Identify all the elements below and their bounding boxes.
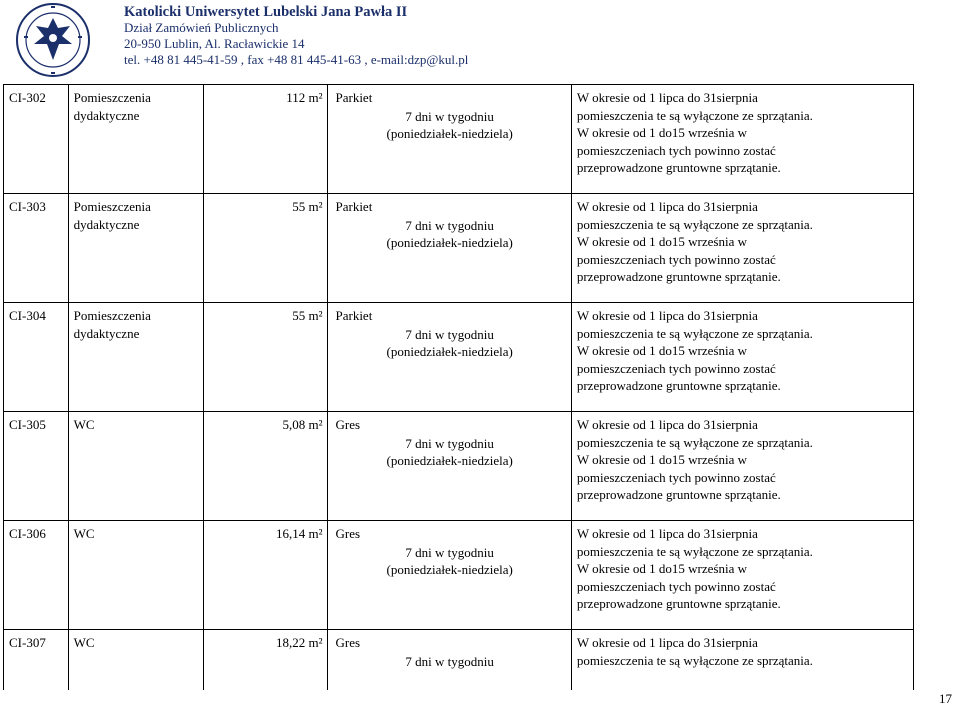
availability-line1: 7 dni w tygodniu <box>405 544 494 560</box>
note-line: pomieszczenia te są wyłączone ze sprzątania. <box>576 434 813 450</box>
availability-line2: (poniedziałek-niedziela) <box>386 235 513 250</box>
floor-type: Parkiet <box>335 90 373 105</box>
note-line: pomieszczeniach tych powinno zostać <box>576 469 776 485</box>
room-id: CI-302 <box>9 90 46 105</box>
room-name-line1: WC <box>73 526 95 541</box>
floor-type: Gres <box>335 526 361 541</box>
room-area: 18,22 m² <box>275 635 323 650</box>
note-line: przeprowadzone gruntowne sprzątanie. <box>576 160 781 175</box>
room-id-cell <box>4 303 69 412</box>
header-department: Dział Zamówień Publicznych <box>124 20 279 35</box>
note-line: W okresie od 1 do15 września w <box>576 561 748 576</box>
note-line: W okresie od 1 do15 września w <box>576 234 748 249</box>
note-line: pomieszczeniach tych powinno zostać <box>576 360 776 376</box>
floor-availability-cell <box>328 412 571 521</box>
note-line: przeprowadzone gruntowne sprzątanie. <box>576 487 781 502</box>
room-area-cell <box>203 521 328 630</box>
room-name-cell <box>68 303 203 412</box>
room-area-cell <box>203 85 328 194</box>
room-id: CI-304 <box>9 308 46 323</box>
room-name-line2: dydaktyczne <box>73 216 140 232</box>
notes-cell <box>571 85 913 194</box>
room-id: CI-303 <box>9 199 46 214</box>
floor-type: Gres <box>335 635 361 650</box>
room-name-line1: Pomieszczenia <box>73 199 151 214</box>
room-name-cell <box>68 85 203 194</box>
note-line: przeprowadzone gruntowne sprzątanie. <box>576 378 781 393</box>
room-id: CI-306 <box>9 526 46 541</box>
room-area: 16,14 m² <box>275 526 323 541</box>
room-area-cell <box>203 194 328 303</box>
note-line: przeprowadzone gruntowne sprzątanie. <box>576 269 781 284</box>
note-line: pomieszczenia te są wyłączone ze sprzątania. <box>576 543 813 559</box>
notes-cell <box>571 194 913 303</box>
note-line: W okresie od 1 lipca do 31sierpnia <box>576 417 758 432</box>
availability-line2: (poniedziałek-niedziela) <box>386 126 513 141</box>
note-line: W okresie od 1 do15 września w <box>576 125 748 140</box>
notes-cell <box>571 521 913 630</box>
floor-availability-cell <box>328 303 571 412</box>
note-line: pomieszczeniach tych powinno zostać <box>576 578 776 594</box>
room-name-cell <box>68 194 203 303</box>
note-line: pomieszczenia te są wyłączone ze sprzątania. <box>576 325 813 341</box>
room-id-cell <box>4 521 69 630</box>
room-area: 55 m² <box>292 308 323 323</box>
table-row <box>4 630 914 690</box>
room-area: 55 m² <box>292 199 323 214</box>
room-area: 5,08 m² <box>282 417 323 432</box>
rooms-table <box>3 84 914 690</box>
note-line: pomieszczeniach tych powinno zostać <box>576 142 776 158</box>
note-line: pomieszczenia te są wyłączone ze sprzątania. <box>576 107 813 123</box>
page-number: 17 <box>939 691 952 706</box>
note-line: pomieszczenia te są wyłączone ze sprzątania. <box>576 652 813 668</box>
room-name-line1: Pomieszczenia <box>73 308 151 323</box>
availability-line2: (poniedziałek-niedziela) <box>386 453 513 468</box>
note-line: przeprowadzone gruntowne sprzątanie. <box>576 596 781 611</box>
header-contact: tel. +48 81 445-41-59 , fax +48 81 445-41-63 , e-mail:dzp@kul.pl <box>124 52 469 67</box>
table-row <box>4 412 914 521</box>
room-name-cell <box>68 630 203 690</box>
floor-availability-cell <box>328 630 571 690</box>
floor-type: Parkiet <box>335 199 373 214</box>
note-line: W okresie od 1 lipca do 31sierpnia <box>576 199 758 214</box>
availability-line2: (poniedziałek-niedziela) <box>386 562 513 577</box>
room-name-line2: dydaktyczne <box>73 325 140 341</box>
note-line: W okresie od 1 lipca do 31sierpnia <box>576 635 758 650</box>
table-row <box>4 303 914 412</box>
notes-cell <box>571 303 913 412</box>
table-row <box>4 85 914 194</box>
note-line: pomieszczeniach tych powinno zostać <box>576 251 776 267</box>
note-line: pomieszczenia te są wyłączone ze sprzątania. <box>576 216 813 232</box>
room-area-cell <box>203 303 328 412</box>
availability-line1: 7 dni w tygodniu <box>405 653 494 669</box>
room-id-cell <box>4 412 69 521</box>
header-university-name: Katolicki Uniwersytet Lubelski Jana Pawła II <box>124 4 408 20</box>
floor-availability-cell <box>328 85 571 194</box>
room-name-line1: WC <box>73 417 95 432</box>
notes-cell <box>571 630 913 690</box>
room-name-line1: Pomieszczenia <box>73 90 151 105</box>
table-row <box>4 194 914 303</box>
availability-line1: 7 dni w tygodniu <box>405 108 494 124</box>
room-id: CI-305 <box>9 417 46 432</box>
university-seal-icon <box>14 2 92 78</box>
floor-availability-cell <box>328 194 571 303</box>
header-address: 20-950 Lublin, Al. Racławickie 14 <box>124 36 305 51</box>
availability-line1: 7 dni w tygodniu <box>405 326 494 342</box>
availability-line1: 7 dni w tygodniu <box>405 217 494 233</box>
document-header <box>0 0 960 80</box>
room-name-cell <box>68 412 203 521</box>
room-area-cell <box>203 630 328 690</box>
notes-cell <box>571 412 913 521</box>
note-line: W okresie od 1 lipca do 31sierpnia <box>576 526 758 541</box>
room-id: CI-307 <box>9 635 46 650</box>
note-line: W okresie od 1 do15 września w <box>576 343 748 358</box>
room-area-cell <box>203 412 328 521</box>
floor-type: Gres <box>335 417 361 432</box>
floor-availability-cell <box>328 521 571 630</box>
availability-line1: 7 dni w tygodniu <box>405 435 494 451</box>
table-row <box>4 521 914 630</box>
floor-type: Parkiet <box>335 308 373 323</box>
note-line: W okresie od 1 lipca do 31sierpnia <box>576 90 758 105</box>
availability-line2: (poniedziałek-niedziela) <box>386 344 513 359</box>
room-name-line1: WC <box>73 635 95 650</box>
note-line: W okresie od 1 do15 września w <box>576 452 748 467</box>
room-id-cell <box>4 85 69 194</box>
room-name-line2: dydaktyczne <box>73 107 140 123</box>
room-id-cell <box>4 194 69 303</box>
note-line: W okresie od 1 lipca do 31sierpnia <box>576 308 758 323</box>
room-id-cell <box>4 630 69 690</box>
room-area: 112 m² <box>286 90 323 105</box>
room-name-cell <box>68 521 203 630</box>
